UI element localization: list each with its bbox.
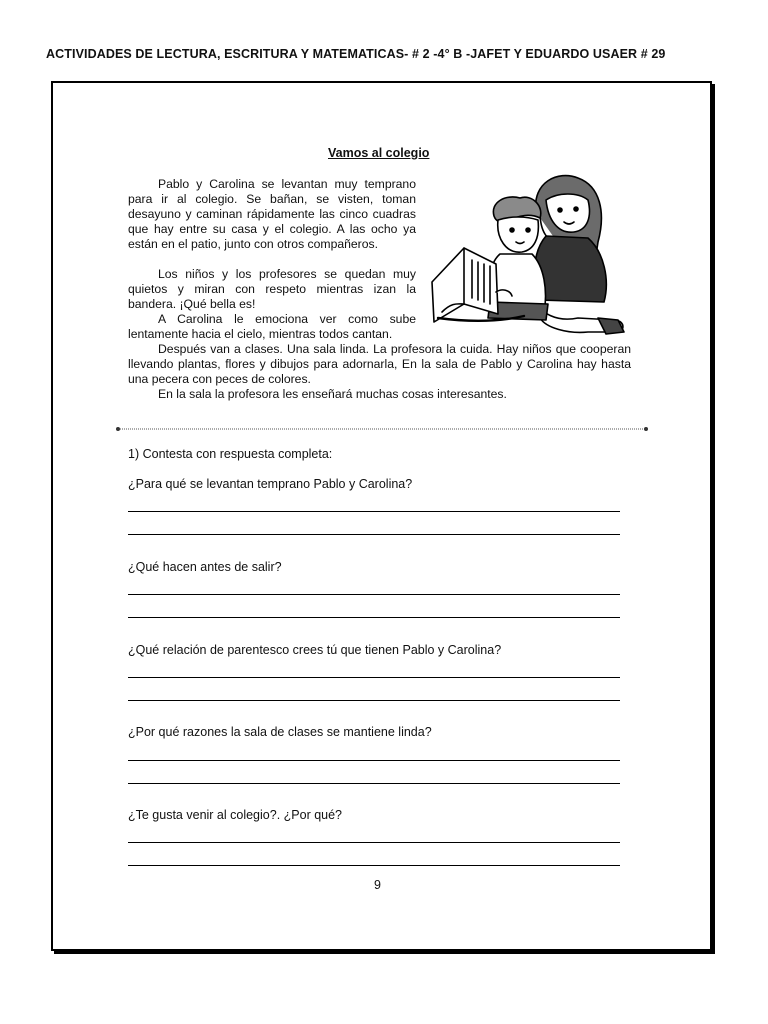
story-title: Vamos al colegio [328, 146, 430, 160]
answer-line[interactable] [128, 760, 620, 761]
question-2: ¿Qué hacen antes de salir? [128, 560, 282, 574]
answer-line[interactable] [128, 700, 620, 701]
story-paragraph-1: Pablo y Carolina se levantan muy temprano para ir al colegio. Se bañan, se visten, toman desayuno y caminan rápidamente las cinco cuadras que hay entre su casa y el colegio. A las ocho ya están en el patio, junto con otros compañeros. [128, 177, 416, 251]
section-divider [116, 427, 648, 431]
worksheet-header: ACTIVIDADES DE LECTURA, ESCRITURA Y MATEMATICAS- # 2 -4° B -JAFET Y EDUARDO USAER # 29 [46, 47, 666, 61]
question-1: ¿Para qué se levantan temprano Pablo y Carolina? [128, 477, 413, 491]
story-paragraph-3: A Carolina le emociona ver como sube lentamente hacia el cielo, mientras todos cantan. [128, 312, 416, 341]
question-5: ¿Te gusta venir al colegio?. ¿Por qué? [128, 808, 343, 822]
answer-line[interactable] [128, 594, 620, 595]
page-number: 9 [374, 878, 381, 892]
activity-instructions: 1) Contesta con respuesta completa: [128, 447, 333, 461]
answer-line[interactable] [128, 511, 620, 512]
answer-line[interactable] [128, 617, 620, 618]
answer-line[interactable] [128, 677, 620, 678]
answer-line[interactable] [128, 783, 620, 784]
story-paragraph-5: En la sala la profesora les enseñará muchas cosas interesantes. [158, 387, 507, 401]
answer-line[interactable] [128, 534, 620, 535]
question-3: ¿Qué relación de parentesco crees tú que tienen Pablo y Carolina? [128, 643, 502, 657]
story-paragraph-4: Después van a clases. Una sala linda. La profesora la cuida. Hay niños que cooperan llevando plantas, flores y dibujos para adornarla, En la sala de Pablo y Carolina hay hasta una pecera con peces de colores. [128, 342, 631, 386]
story-paragraph-2: Los niños y los profesores se quedan muy quietos y miran con respeto mientras izan la bandera. ¡Qué bella es! [128, 267, 416, 311]
answer-line[interactable] [128, 842, 620, 843]
children-reading-book-icon [428, 172, 634, 342]
question-4: ¿Por qué razones la sala de clases se mantiene linda? [128, 725, 432, 739]
answer-line[interactable] [128, 865, 620, 866]
